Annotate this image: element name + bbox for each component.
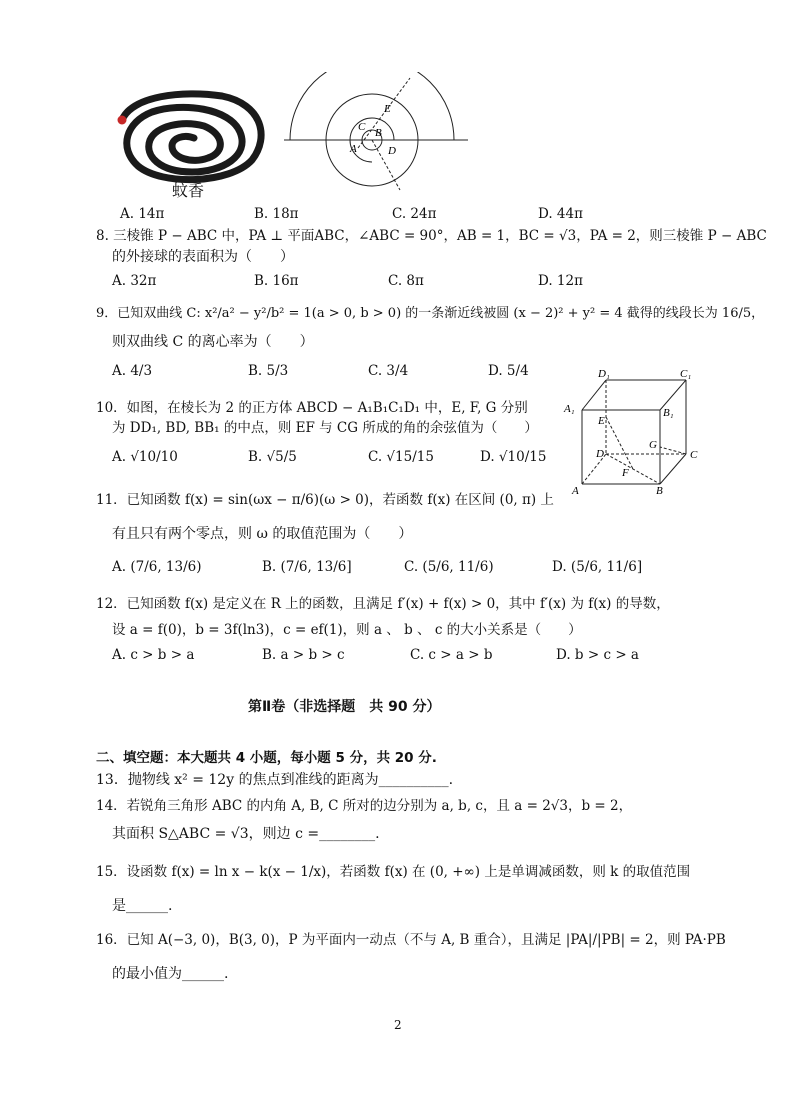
mosquito-coil-image <box>112 82 272 192</box>
q11-option-b[interactable]: B. (7/6, 13/6] <box>262 559 352 575</box>
q7-option-a[interactable]: A. 14π <box>120 206 165 222</box>
cube-label-B1: B₁ <box>663 407 674 419</box>
page-number: 2 <box>394 1018 402 1032</box>
q16-stem-line2: 的最小值为______. <box>112 966 229 982</box>
mosquito-coil-figure <box>112 82 272 202</box>
q9-option-d[interactable]: D. 5/4 <box>488 363 529 379</box>
label-C: C <box>358 121 366 133</box>
part-2-heading: 二、填空题：本大题共 4 小题，每小题 5 分，共 20 分. <box>96 750 437 766</box>
q10-option-c[interactable]: C. √15/15 <box>368 449 434 465</box>
q12-option-a[interactable]: A. c > b > a <box>112 647 195 663</box>
coil-ember <box>118 116 127 125</box>
cube-label-F: F <box>622 467 629 479</box>
q12-option-b[interactable]: B. a > b > c <box>262 647 345 663</box>
spiral-geometry-figure <box>282 72 472 204</box>
cube-figure <box>560 366 710 502</box>
q15-stem-line2: 是______. <box>112 898 173 914</box>
cube-label-B: B <box>656 485 663 497</box>
q10-option-d[interactable]: D. √10/15 <box>480 449 547 465</box>
q16-stem-line1: 16．已知 A(−3, 0)，B(3, 0)，P 为平面内一动点（不与 A, B 重合），且满足 |PA|/|PB| = 2，则 PA·PB <box>96 932 726 948</box>
q13-stem: 13．抛物线 x² = 12y 的焦点到准线的距离为__________. <box>96 772 454 788</box>
label-E: E <box>384 103 391 115</box>
q9-stem-line2: 则双曲线 C 的离心率为（ ） <box>112 334 314 350</box>
cube-label-G: G <box>649 439 657 451</box>
q11-option-c[interactable]: C. (5/6, 11/6) <box>404 559 494 575</box>
label-B: B <box>375 127 382 139</box>
cube-label-A1: A₁ <box>564 403 575 415</box>
q9-option-c[interactable]: C. 3/4 <box>368 363 409 379</box>
q8-option-b[interactable]: B. 16π <box>254 273 299 289</box>
q12-stem-line2: 设 a = f(0)，b = 3f(ln3)，c = ef(1)，则 a 、 b 、 c 的大小关系是（ ） <box>112 622 582 638</box>
q7-option-c[interactable]: C. 24π <box>392 206 437 222</box>
q8-option-c[interactable]: C. 8π <box>388 273 424 289</box>
q14-stem-line2: 其面积 S△ABC = √3，则边 c =________. <box>112 826 380 842</box>
q8-stem-line1: 8. 三棱锥 P − ABC 中，PA ⊥ 平面ABC，∠ABC = 90°，AB = 1，BC = √3，PA = 2，则三棱锥 P − ABC <box>96 228 767 244</box>
label-D: D <box>388 145 396 157</box>
spiral-geometry-diagram <box>282 72 472 204</box>
q7-option-b[interactable]: B. 18π <box>254 206 299 222</box>
cube-label-A: A <box>572 485 579 497</box>
q12-stem-line1: 12．已知函数 f(x) 是定义在 R 上的函数，且满足 f′(x) + f(x) > 0，其中 f′(x) 为 f(x) 的导数， <box>96 596 670 612</box>
cube-label-D1: D₁ <box>598 368 610 380</box>
section-2-title: 第Ⅱ卷（非选择题 共 90 分） <box>248 699 441 715</box>
q10-option-b[interactable]: B. √5/5 <box>248 449 297 465</box>
cube-diagram <box>560 366 710 502</box>
q10-option-a[interactable]: A. √10/10 <box>112 449 178 465</box>
cube-label-C1: C₁ <box>680 368 692 380</box>
q8-option-a[interactable]: A. 32π <box>112 273 157 289</box>
q8-stem-line2: 的外接球的表面积为（ ） <box>112 249 294 265</box>
q10-stem-line1: 10．如图，在棱长为 2 的正方体 ABCD − A₁B₁C₁D₁ 中，E, F, G 分别 <box>96 400 528 416</box>
q11-option-a[interactable]: A. (7/6, 13/6) <box>112 559 202 575</box>
cube-label-D: D <box>596 448 604 460</box>
cube-label-C: C <box>690 449 698 461</box>
q9-stem-line1: 9．已知双曲线 C: x²/a² − y²/b² = 1(a > 0, b > 0) 的一条渐近线被圆 (x − 2)² + y² = 4 截得的线段长为 16/5， <box>96 306 765 321</box>
q8-option-d[interactable]: D. 12π <box>538 273 583 289</box>
q7-option-d[interactable]: D. 44π <box>538 206 583 222</box>
q9-option-b[interactable]: B. 5/3 <box>248 363 289 379</box>
label-A: A <box>350 143 357 155</box>
figure-caption: 蚊香 <box>172 181 205 200</box>
q12-option-c[interactable]: C. c > a > b <box>410 647 493 663</box>
q9-option-a[interactable]: A. 4/3 <box>112 363 153 379</box>
q10-stem-line2: 为 DD₁, BD, BB₁ 的中点，则 EF 与 CG 所成的角的余弦值为（ ） <box>112 420 538 436</box>
q15-stem-line1: 15．设函数 f(x) = ln x − k(x − 1/x)，若函数 f(x) 在 (0, +∞) 上是单调减函数，则 k 的取值范围 <box>96 864 691 880</box>
q11-stem-line1: 11．已知函数 f(x) = sin(ωx − π/6)(ω > 0)，若函数 f(x) 在区间 (0, π) 上 <box>96 492 554 508</box>
q14-stem-line1: 14．若锐角三角形 ABC 的内角 A, B, C 所对的边分别为 a, b, c，且 a = 2√3，b = 2， <box>96 798 633 814</box>
q11-option-d[interactable]: D. (5/6, 11/6] <box>552 559 643 575</box>
q11-stem-line2: 有且只有两个零点，则 ω 的取值范围为（ ） <box>112 526 413 542</box>
q12-option-d[interactable]: D. b > c > a <box>556 647 639 663</box>
cube-label-E: E <box>598 415 605 427</box>
